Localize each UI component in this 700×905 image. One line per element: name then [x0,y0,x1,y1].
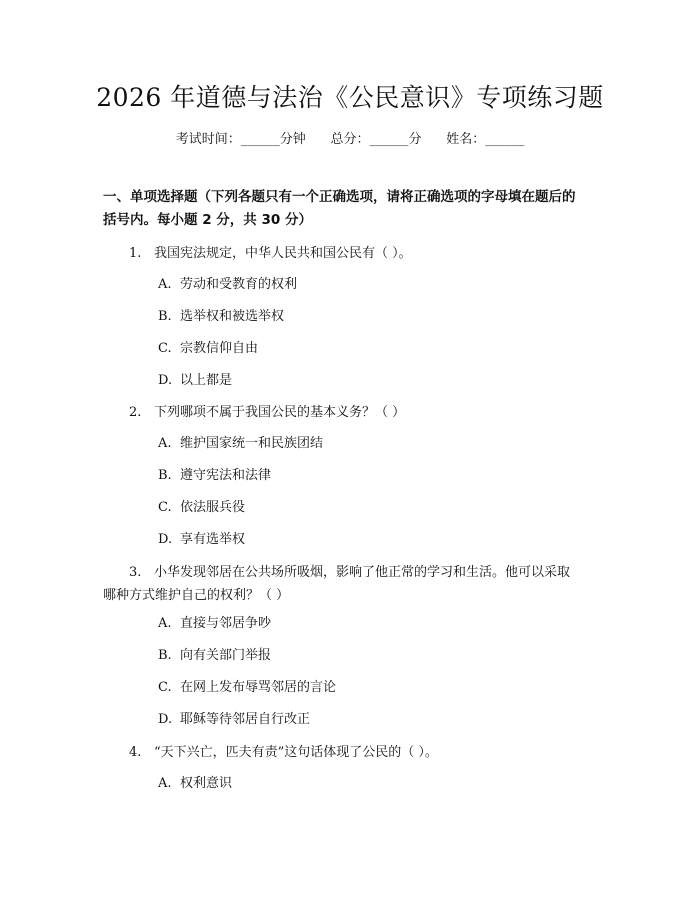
option-2c [158,496,598,519]
option-3c [158,676,598,699]
question-number: 1. [129,246,142,261]
option-letter: B. [158,648,172,663]
option-text: 直接与邻居争吵 [180,616,272,631]
option-text: 维护国家统一和民族团结 [180,436,324,451]
option-letter: C. [158,500,172,515]
option-letter: B. [158,309,172,324]
option-2d [158,528,598,551]
question-text: “天下兴亡，匹夫有责”这句话体现了公民的（ ）。 [154,745,438,760]
option-text: 遵守宪法和法律 [180,468,272,483]
question-4 [103,741,603,764]
option-3b [158,644,598,667]
option-text: 向有关部门举报 [180,648,272,663]
option-text: 权利意识 [180,776,233,791]
option-text: 宗教信仰自由 [180,341,259,356]
option-2b [158,464,598,487]
question-text-line1: 小华发现邻居在公共场所吸烟，影响了他正常的学习和生活。他可以采取 [154,565,571,580]
option-letter: A. [158,277,172,292]
question-text-line2: 哪种方式维护自己的权利？（ ） [103,588,290,603]
section-heading [103,186,603,232]
question-text: 我国宪法规定，中华人民共和国公民有（ ）。 [154,246,412,261]
option-text: 劳动和受教育的权利 [180,277,298,292]
option-text: 享有选举权 [180,532,246,547]
question-number: 4. [129,745,142,760]
option-letter: D. [158,532,173,547]
option-1a [158,273,598,296]
question-text: 下列哪项不属于我国公民的基本义务？（ ） [154,405,406,420]
option-text: 耶稣等待邻居自行改正 [180,712,311,727]
option-letter: D. [158,373,173,388]
option-letter: A. [158,776,172,791]
question-2 [103,401,603,424]
option-letter: A. [158,436,172,451]
option-letter: A. [158,616,172,631]
option-3a [158,612,598,635]
option-1c [158,337,598,360]
option-letter: B. [158,468,172,483]
question-3 [103,561,603,607]
option-letter: C. [158,680,172,695]
exam-meta-line: 考试时间：______分钟 总分：______分 姓名：______ [175,132,525,147]
section-heading-line1: 一、单项选择题（下列各题只有一个正确选项，请将正确选项的字母填在题后的 [103,189,576,205]
question-1 [103,242,603,265]
option-text: 以上都是 [180,373,233,388]
option-text: 依法服兵役 [180,500,246,515]
option-4a [158,772,598,795]
option-text: 在网上发布辱骂邻居的言论 [180,680,337,695]
page-title: 2026 年道德与法治《公民意识》专项练习题 [96,83,604,112]
option-1d [158,369,598,392]
question-number: 2. [129,405,142,420]
option-letter: D. [158,712,173,727]
option-1b [158,305,598,328]
option-3d [158,708,598,731]
section-heading-line2: 括号内。每小题 2 分，共 30 分） [103,212,312,228]
question-number: 3. [129,565,142,580]
option-2a [158,432,598,455]
option-letter: C. [158,341,172,356]
option-text: 选举权和被选举权 [180,309,285,324]
